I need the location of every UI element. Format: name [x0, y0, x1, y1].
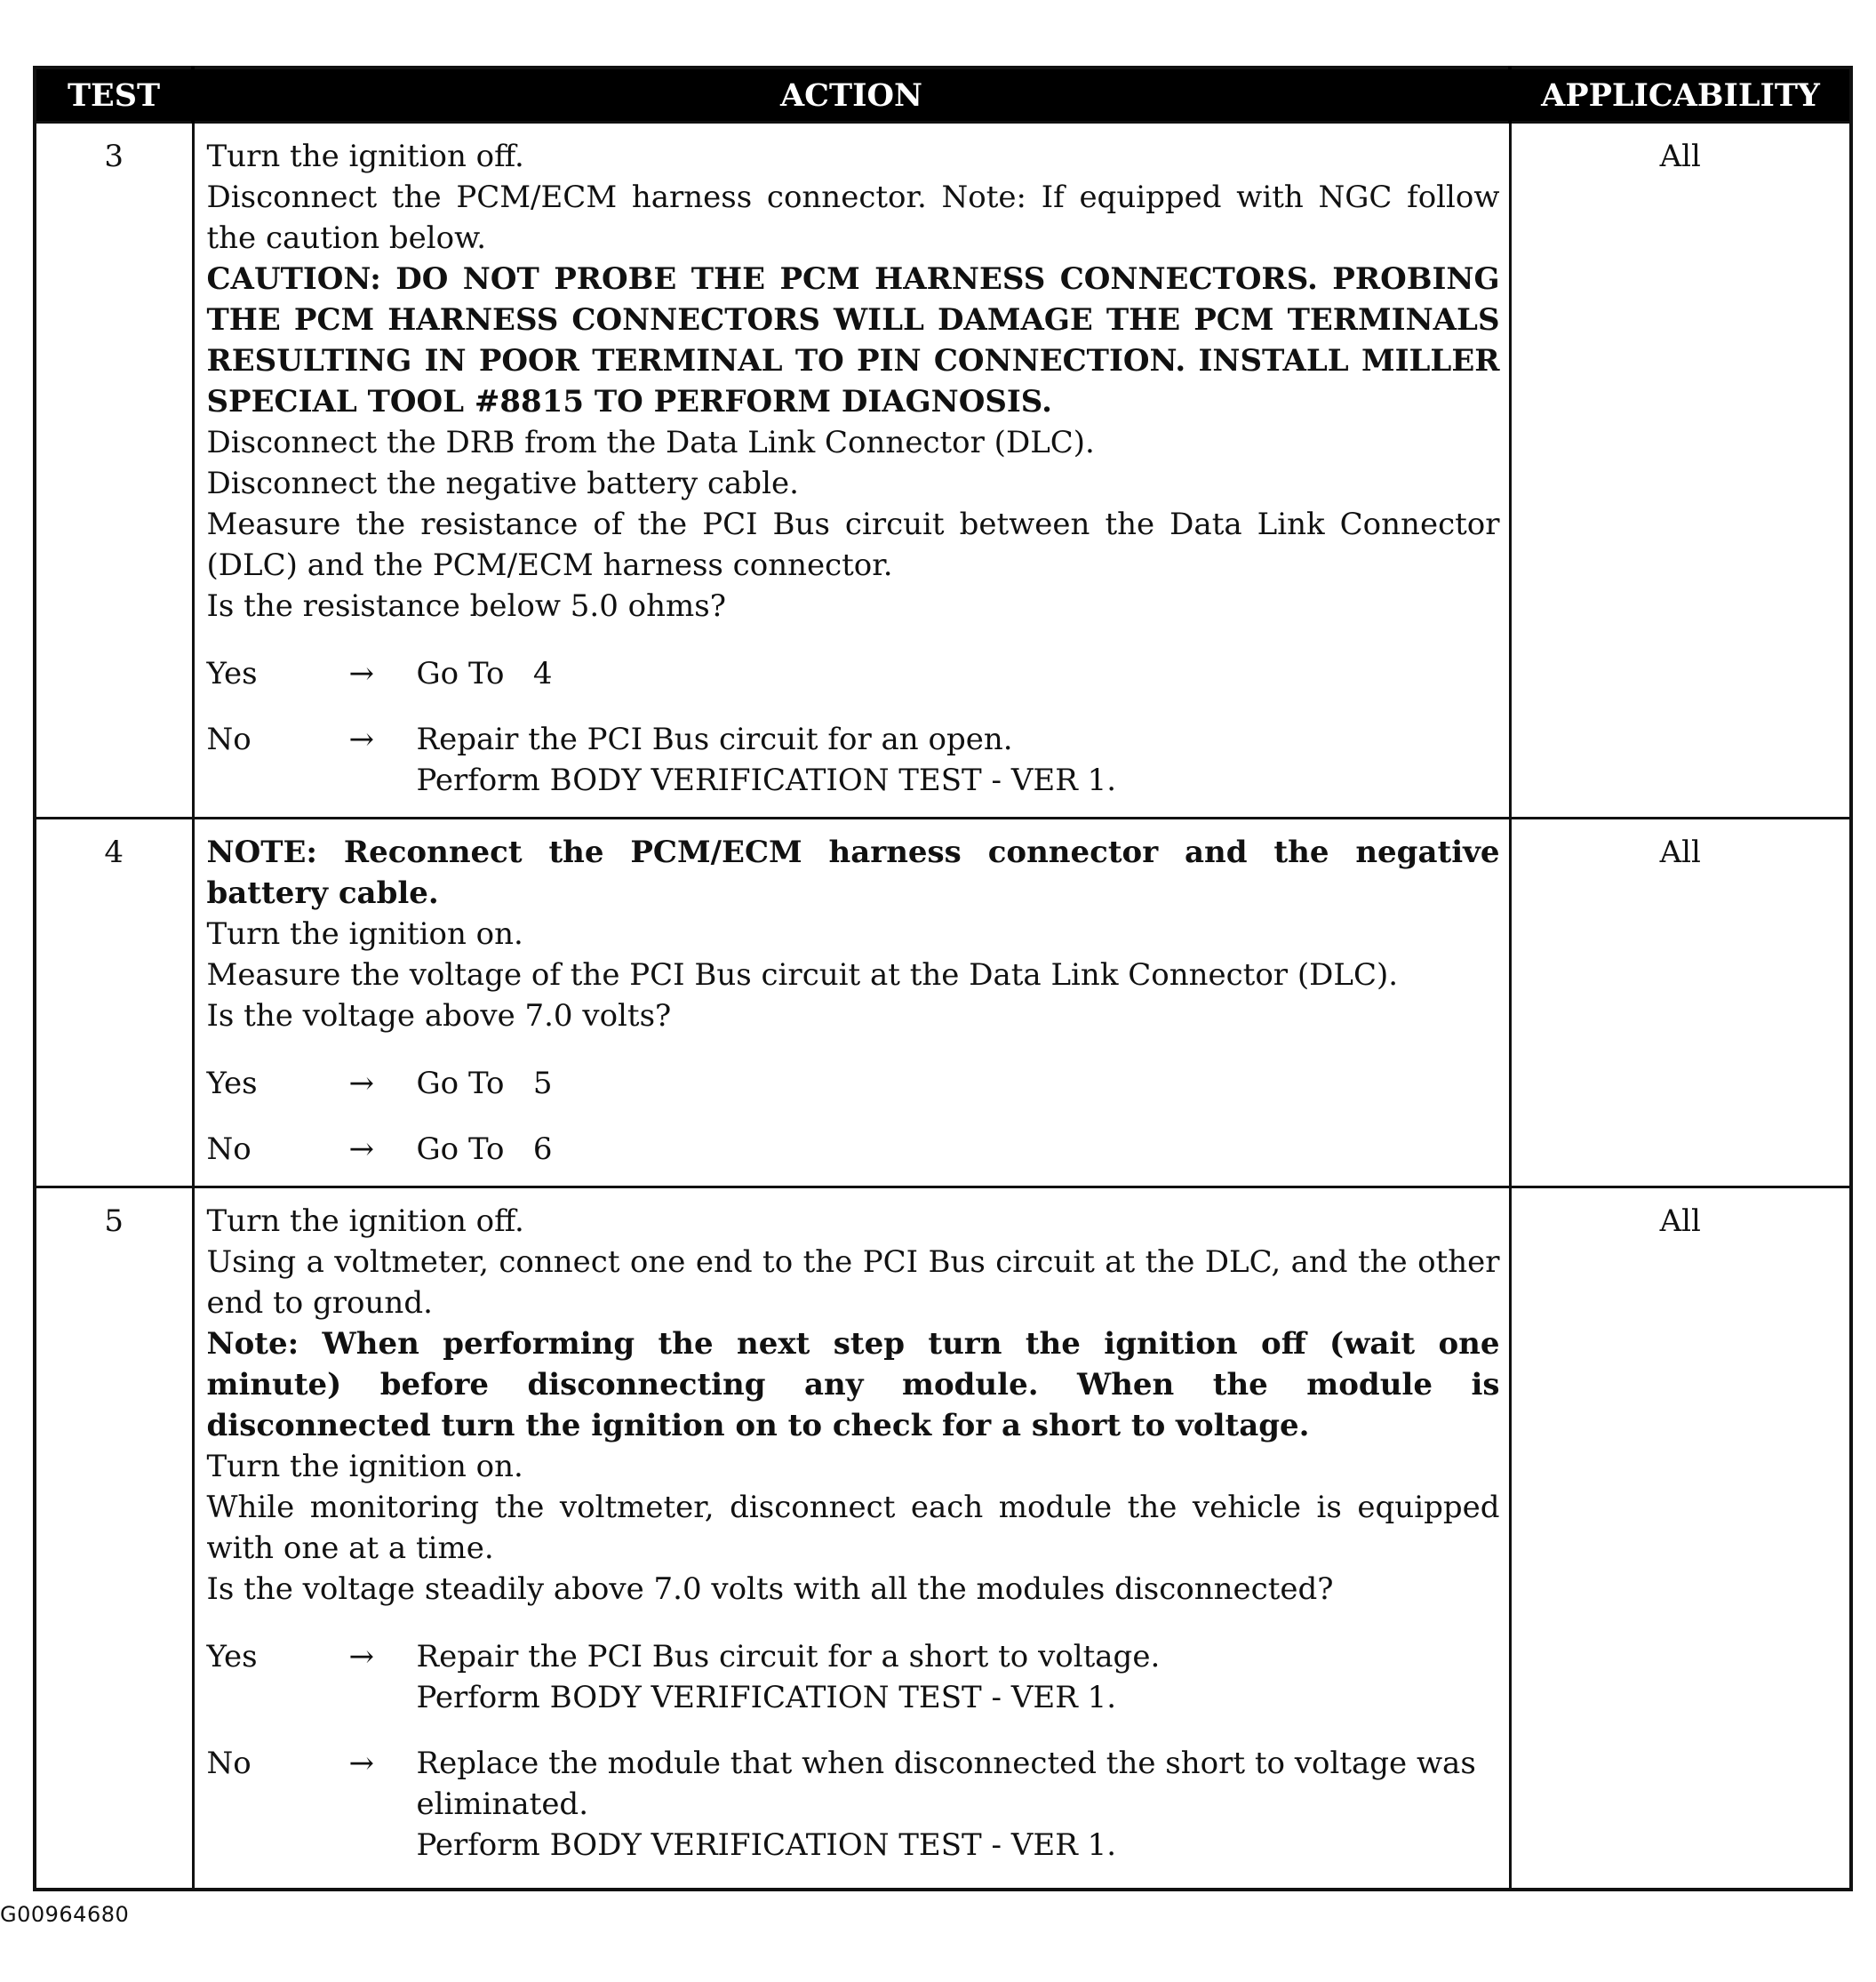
action-cell: [193, 819, 1510, 1187]
no-branch: [207, 1743, 1500, 1866]
no-label: No: [206, 1746, 251, 1781]
arrow-icon: →: [348, 722, 374, 757]
result-line: Replace the module that when disconnected the short to voltage was eliminated.: [416, 1746, 1476, 1822]
header-action: ACTION: [193, 68, 1510, 123]
question-text: Is the voltage steadily above 7.0 volts with all the modules disconnected?: [206, 1571, 1334, 1607]
table-header-row: [35, 68, 1851, 123]
applicability-cell: All: [1510, 123, 1851, 819]
no-label: No: [206, 722, 251, 757]
note-text: Note: When performing the next step turn the ignition off (wait one minute) before disconnecting any module. When the module is disconnected turn the ignition on to check for a short to voltage.: [206, 1326, 1500, 1443]
no-branch: [207, 719, 1500, 801]
yes-label: Yes: [206, 1066, 258, 1101]
table-row: [35, 1187, 1851, 1890]
action-line: Disconnect the negative battery cable.: [206, 466, 799, 501]
no-label: No: [206, 1131, 251, 1167]
action-line: Measure the resistance of the PCI Bus circuit between the Data Link Connector (DLC) and the PCM/ECM harness connector.: [206, 507, 1500, 583]
result-line: Go To 4: [416, 656, 553, 691]
applicability-cell: All: [1510, 1187, 1851, 1890]
arrow-icon: →: [348, 1639, 374, 1674]
yes-branch: [207, 1063, 1500, 1104]
question-text: Is the resistance below 5.0 ohms?: [206, 588, 726, 624]
caution-text: CAUTION: DO NOT PROBE THE PCM HARNESS CONNECTORS. PROBING THE PCM HARNESS CONNECTORS WILL DAMAGE THE PCM TERMINALS RESULTING IN POOR TERMINAL TO PIN CONNECTION. INSTALL MILLER SPECIAL TOOL #8815 TO PERFORM DIAGNOSIS.: [206, 261, 1500, 420]
header-test: TEST: [35, 68, 193, 123]
result-line: Perform BODY VERIFICATION TEST - VER 1.: [416, 1827, 1117, 1863]
action-line: Turn the ignition off.: [206, 139, 524, 174]
figure-id: G00964680: [0, 1902, 130, 1927]
test-number: 3: [35, 123, 193, 819]
diagnostic-test-table: [33, 66, 1853, 1891]
no-branch: [207, 1129, 1500, 1170]
no-result: [417, 1743, 1500, 1866]
no-result: [417, 1129, 1500, 1170]
table-row: [35, 819, 1851, 1187]
action-line: Disconnect the DRB from the Data Link Connector (DLC).: [206, 425, 1095, 460]
test-number: 4: [35, 819, 193, 1187]
applicability-cell: All: [1510, 819, 1851, 1187]
result-line: Perform BODY VERIFICATION TEST - VER 1.: [416, 1680, 1117, 1715]
yes-branch: [207, 1636, 1500, 1718]
action-line: Turn the ignition on.: [206, 916, 523, 952]
result-line: Go To 5: [416, 1066, 553, 1101]
action-cell: [193, 1187, 1510, 1890]
yes-label: Yes: [206, 656, 258, 691]
action-line: Turn the ignition on.: [206, 1449, 523, 1484]
yes-label: Yes: [206, 1639, 258, 1674]
arrow-icon: →: [348, 656, 374, 691]
yes-branch: [207, 653, 1500, 694]
arrow-icon: →: [348, 1746, 374, 1781]
yes-result: [417, 1063, 1500, 1104]
table-row: [35, 123, 1851, 819]
action-line: Using a voltmeter, connect one end to the PCI Bus circuit at the DLC, and the other end to ground.: [206, 1244, 1500, 1321]
question-text: Is the voltage above 7.0 volts?: [206, 998, 672, 1034]
action-line: Measure the voltage of the PCI Bus circuit at the Data Link Connector (DLC).: [206, 957, 1399, 993]
action-cell: [193, 123, 1510, 819]
yes-result: [417, 1636, 1500, 1718]
action-line: Turn the ignition off.: [206, 1203, 524, 1239]
result-line: Go To 6: [416, 1131, 553, 1167]
arrow-icon: →: [348, 1131, 374, 1167]
action-line: Disconnect the PCM/ECM harness connector. Note: If equipped with NGC follow the caution below.: [206, 180, 1500, 256]
no-result: [417, 719, 1500, 801]
result-line: Repair the PCI Bus circuit for a short to voltage.: [416, 1639, 1161, 1674]
action-line: While monitoring the voltmeter, disconnect each module the vehicle is equipped with one at a time.: [206, 1490, 1500, 1566]
arrow-icon: →: [348, 1066, 374, 1101]
yes-result: [417, 653, 1500, 694]
test-number: 5: [35, 1187, 193, 1890]
header-applicability: APPLICABILITY: [1510, 68, 1851, 123]
note-text: NOTE: Reconnect the PCM/ECM harness connector and the negative battery cable.: [206, 835, 1500, 911]
result-line: Repair the PCI Bus circuit for an open.: [416, 722, 1013, 757]
result-line: Perform BODY VERIFICATION TEST - VER 1.: [416, 763, 1117, 798]
